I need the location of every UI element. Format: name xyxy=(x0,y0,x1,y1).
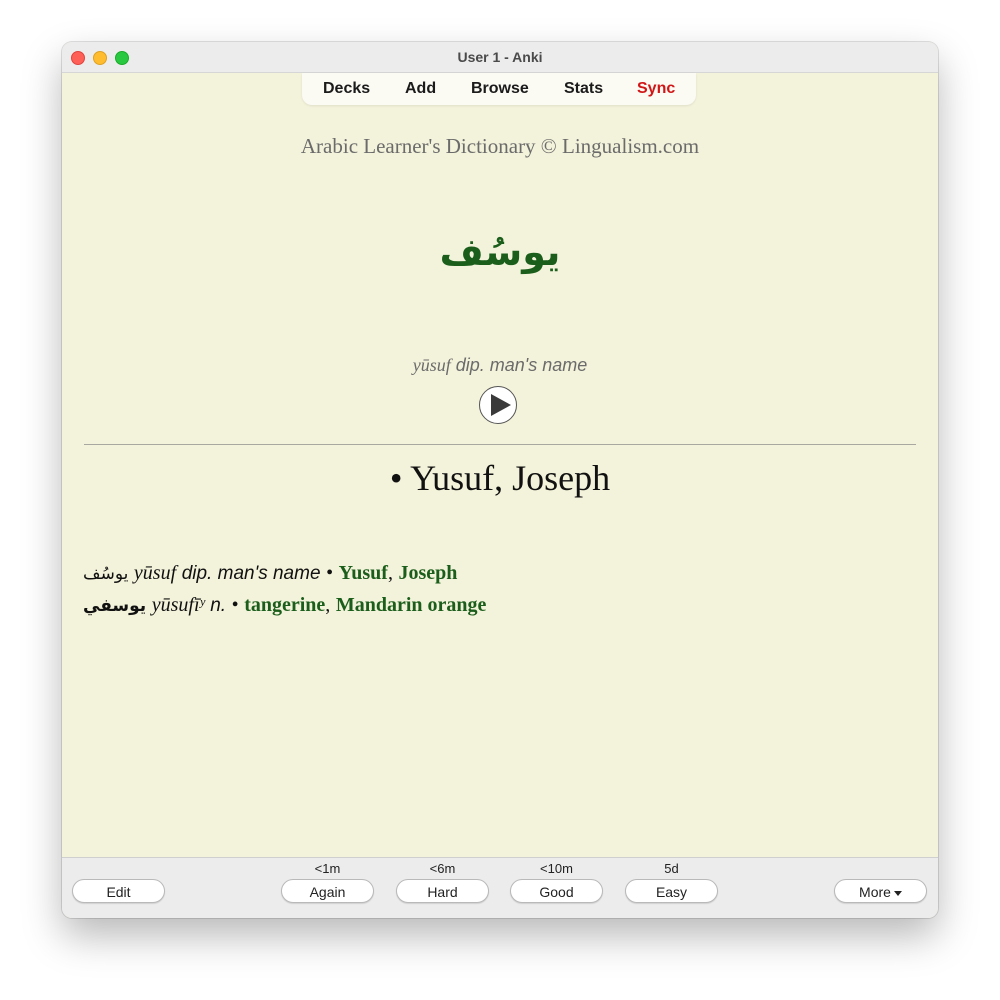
definition: • Yusuf, Joseph xyxy=(389,458,611,498)
window-title: User 1 - Anki xyxy=(457,49,543,65)
grammar-note: dip. man's name xyxy=(455,355,588,375)
easy-button[interactable]: Easy xyxy=(625,879,718,903)
entry-meaning: tangerine xyxy=(244,594,326,616)
entry-arabic: يوسفي xyxy=(83,596,147,616)
edit-button[interactable]: Edit xyxy=(72,879,165,903)
play-icon xyxy=(488,393,512,417)
easy-interval: 5d xyxy=(664,861,679,876)
dictionary-credit: Arabic Learner's Dictionary © Lingualism.com xyxy=(300,134,700,158)
good-interval: <10m xyxy=(540,861,573,876)
tab-add[interactable]: Add xyxy=(405,80,437,97)
tab-stats[interactable]: Stats xyxy=(564,80,604,97)
arabic-headword: يوسُف xyxy=(439,230,561,274)
related-entries xyxy=(83,562,486,626)
anki-window xyxy=(62,42,938,918)
entry-transliteration: yūsuf xyxy=(133,562,177,584)
good-button[interactable]: Good xyxy=(510,879,603,903)
entry-arabic: يوسُف xyxy=(83,564,129,584)
entry-meaning: Mandarin orange xyxy=(335,594,487,616)
hard-button[interactable]: Hard xyxy=(396,879,489,903)
entry-row: يوسفي yūsufīʸ n. • tangerine, Mandarin orange xyxy=(83,594,487,616)
tab-sync[interactable]: Sync xyxy=(637,80,676,97)
entry-bullet: • xyxy=(231,594,239,616)
entry-bullet: • xyxy=(326,562,334,584)
transliteration-line xyxy=(62,355,938,376)
more-label: More xyxy=(859,884,891,900)
entry-meaning: Joseph xyxy=(398,562,458,584)
entry-pos: n. xyxy=(210,595,227,616)
bottom-bar xyxy=(62,857,938,918)
transliteration: yūsuf xyxy=(412,355,451,375)
hard-interval: <6m xyxy=(429,861,456,876)
again-button[interactable]: Again xyxy=(281,879,374,903)
entry-transliteration: yūsufīʸ xyxy=(151,594,205,616)
title-bar[interactable] xyxy=(62,42,938,73)
tab-decks[interactable]: Decks xyxy=(323,80,371,97)
play-audio-button[interactable] xyxy=(479,386,517,424)
more-button[interactable] xyxy=(834,879,927,903)
tab-browse[interactable]: Browse xyxy=(471,80,529,97)
card-content xyxy=(62,105,938,857)
entry-meaning: Yusuf xyxy=(338,562,388,584)
divider xyxy=(84,444,916,445)
top-toolbar xyxy=(302,73,696,105)
entry-pos: dip. man's name xyxy=(181,563,321,584)
chevron-down-icon xyxy=(894,891,902,896)
again-interval: <1m xyxy=(314,861,341,876)
entry-row: يوسُف yūsuf dip. man's name • Yusuf, Joseph xyxy=(83,562,458,584)
